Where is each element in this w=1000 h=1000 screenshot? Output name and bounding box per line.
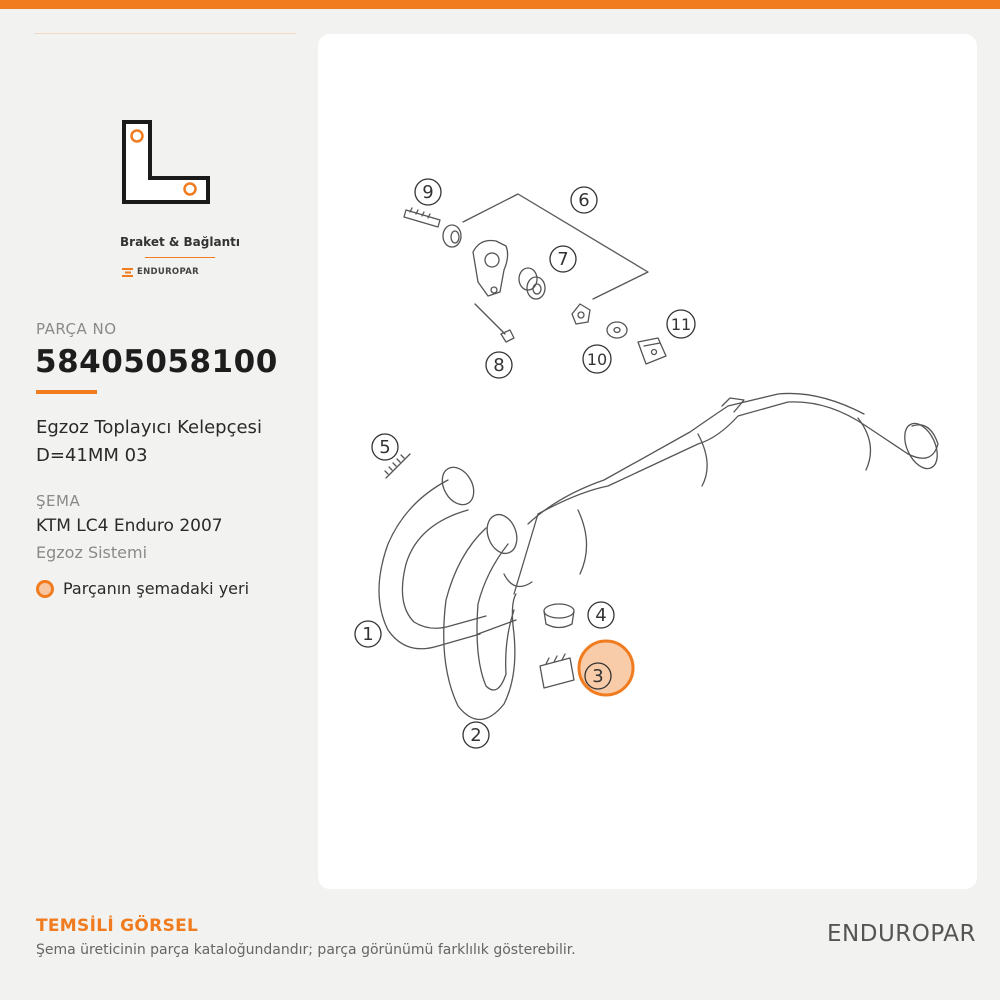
callout-11 [667, 310, 695, 338]
svg-text:9: 9 [422, 182, 434, 203]
svg-text:2: 2 [470, 725, 482, 746]
l-bracket-icon [120, 118, 212, 210]
svg-text:1: 1 [362, 624, 374, 645]
callout-8 [486, 352, 512, 378]
svg-text:8: 8 [493, 355, 505, 376]
footer-title: TEMSİLİ GÖRSEL [36, 916, 199, 936]
top-accent-bar [0, 0, 1000, 9]
part-number: 58405058100 [35, 344, 278, 380]
callout-4 [588, 602, 614, 628]
part-description: Egzoz Toplayıcı Kelepçesi D=41MM 03 [36, 417, 262, 466]
exploded-diagram-card [318, 34, 977, 889]
brand-mark-icon [122, 268, 133, 277]
exhaust-exploded-diagram [318, 34, 977, 889]
svg-text:11: 11 [670, 315, 692, 334]
svg-text:5: 5 [379, 437, 391, 458]
footer-brand: ENDUROPAR [827, 921, 976, 947]
callout-6 [571, 187, 597, 213]
svg-text:4: 4 [595, 605, 607, 626]
schema-system: Egzoz Sistemi [36, 543, 148, 562]
footer-note: Şema üreticinin parça kataloğundandır; parça görünümü farklılık gösterebilir. [36, 942, 576, 958]
legend [36, 579, 249, 598]
callout-7 [550, 246, 576, 272]
schema-model: KTM LC4 Enduro 2007 [36, 516, 223, 536]
svg-text:10: 10 [586, 350, 608, 369]
part-no-underline [36, 390, 97, 394]
callout-5 [372, 434, 398, 460]
callout-2 [463, 722, 489, 748]
top-divider [34, 33, 296, 34]
mini-brand [122, 267, 199, 277]
mini-brand-text: ENDUROPAR [137, 267, 199, 277]
callout-9 [415, 179, 441, 205]
schema-label: ŞEMA [36, 492, 81, 510]
category-label: Braket & Bağlantı [120, 235, 240, 249]
callout-10 [583, 345, 611, 373]
part-no-label: PARÇA NO [36, 320, 117, 338]
highlight-dot-icon [36, 580, 54, 598]
category-underline [145, 257, 215, 258]
callout-1 [355, 621, 381, 647]
legend-text: Parçanın şemadaki yeri [63, 579, 250, 598]
svg-text:7: 7 [557, 249, 569, 270]
svg-text:3: 3 [592, 666, 604, 687]
svg-text:6: 6 [578, 190, 590, 211]
